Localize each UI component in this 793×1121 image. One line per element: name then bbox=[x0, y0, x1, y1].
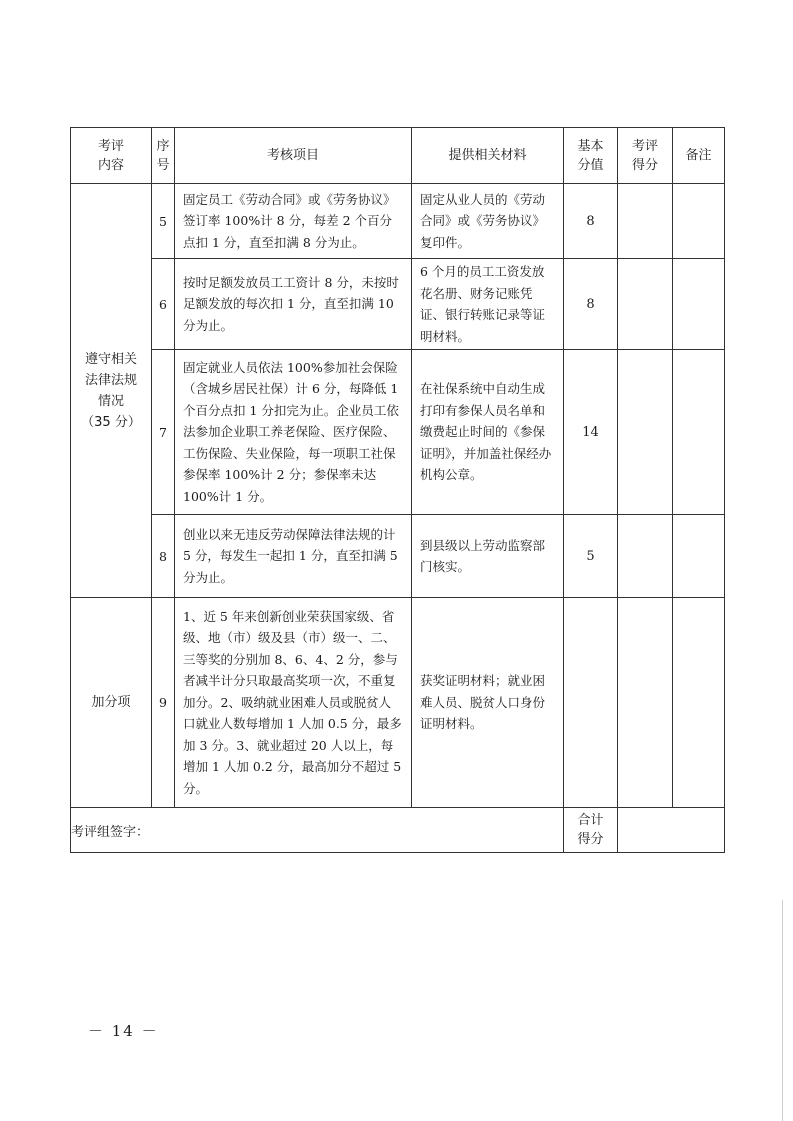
eval-score-cell[interactable] bbox=[618, 350, 673, 515]
base-score-cell: 5 bbox=[564, 515, 618, 598]
table-row bbox=[71, 184, 725, 259]
total-score-field[interactable] bbox=[618, 808, 725, 853]
item-cell: 按时足额发放员工工资计 8 分，未按时足额发放的每次扣 1 分，直至扣满 10 分为止。 bbox=[175, 259, 412, 350]
base-score-cell bbox=[564, 598, 618, 808]
category-cell: 加分项 bbox=[71, 598, 152, 808]
evaluation-table bbox=[70, 127, 725, 853]
header-eval-score: 考评 得分 bbox=[618, 128, 673, 184]
material-cell: 获奖证明材料；就业困难人员、脱贫人口身份证明材料。 bbox=[412, 598, 564, 808]
note-cell[interactable] bbox=[673, 598, 725, 808]
item-cell: 创业以来无违反劳动保障法律法规的计 5 分，每发生一起扣 1 分，直至扣满 5 分为止。 bbox=[175, 515, 412, 598]
note-cell[interactable] bbox=[673, 515, 725, 598]
table-row bbox=[71, 259, 725, 350]
page-number: － 14 － bbox=[88, 1022, 159, 1040]
eval-score-cell[interactable] bbox=[618, 598, 673, 808]
material-cell: 到县级以上劳动监察部门核实。 bbox=[412, 515, 564, 598]
seq-cell: 5 bbox=[152, 184, 175, 259]
header-row bbox=[71, 128, 725, 184]
item-cell: 固定就业人员依法 100%参加社会保险（含城乡居民社保）计 6 分，每降低 1 个百分点扣 1 分扣完为止。企业员工依法参加企业职工养老保险、医疗保险、工伤保险、失业保险，每一项职工社保参保率 100%计 2 分；参保率未达 100%计 1 分。 bbox=[175, 350, 412, 515]
note-cell[interactable] bbox=[673, 184, 725, 259]
header-item: 考核项目 bbox=[175, 128, 412, 184]
base-score-cell: 8 bbox=[564, 259, 618, 350]
note-cell[interactable] bbox=[673, 350, 725, 515]
base-score-cell: 8 bbox=[564, 184, 618, 259]
footer-row bbox=[71, 808, 725, 853]
scan-edge-line bbox=[782, 900, 783, 1121]
seq-cell: 8 bbox=[152, 515, 175, 598]
eval-score-cell[interactable] bbox=[618, 184, 673, 259]
material-cell: 6 个月的员工工资发放花名册、财务记账凭证、银行转账记录等证明材料。 bbox=[412, 259, 564, 350]
seq-cell: 7 bbox=[152, 350, 175, 515]
note-cell[interactable] bbox=[673, 259, 725, 350]
header-base-score: 基本 分值 bbox=[564, 128, 618, 184]
material-cell: 固定从业人员的《劳动合同》或《劳务协议》复印件。 bbox=[412, 184, 564, 259]
signature-label: 考评组签字： bbox=[71, 808, 564, 853]
header-material: 提供相关材料 bbox=[412, 128, 564, 184]
table-row bbox=[71, 350, 725, 515]
seq-cell: 6 bbox=[152, 259, 175, 350]
table-row bbox=[71, 515, 725, 598]
seq-cell: 9 bbox=[152, 598, 175, 808]
category-cell: 遵守相关 法律法规 情况 （35 分） bbox=[71, 184, 152, 598]
eval-score-cell[interactable] bbox=[618, 259, 673, 350]
eval-score-cell[interactable] bbox=[618, 515, 673, 598]
total-score-label: 合计 得分 bbox=[564, 808, 618, 853]
table-row bbox=[71, 598, 725, 808]
header-note: 备注 bbox=[673, 128, 725, 184]
header-category: 考评 内容 bbox=[71, 128, 152, 184]
base-score-cell: 14 bbox=[564, 350, 618, 515]
material-cell: 在社保系统中自动生成打印有参保人员名单和缴费起止时间的《参保证明》，并加盖社保经办机构公章。 bbox=[412, 350, 564, 515]
item-cell: 固定员工《劳动合同》或《劳务协议》签订率 100%计 8 分，每差 2 个百分点扣 1 分，直至扣满 8 分为止。 bbox=[175, 184, 412, 259]
header-seq: 序 号 bbox=[152, 128, 175, 184]
item-cell: 1、近 5 年来创新创业荣获国家级、省级、地（市）级及县（市）级一、二、三等奖的分别加 8、6、4、2 分，参与者减半计分只取最高奖项一次，不重复加分。2、吸纳就业困难人员或脱贫人口就业人数每增加 1 人加 0.5 分，最多加 3 分。3、就业超过 20 人以上，每增加 1 人加 0.2 分，最高加分不超过 5 分。 bbox=[175, 598, 412, 808]
